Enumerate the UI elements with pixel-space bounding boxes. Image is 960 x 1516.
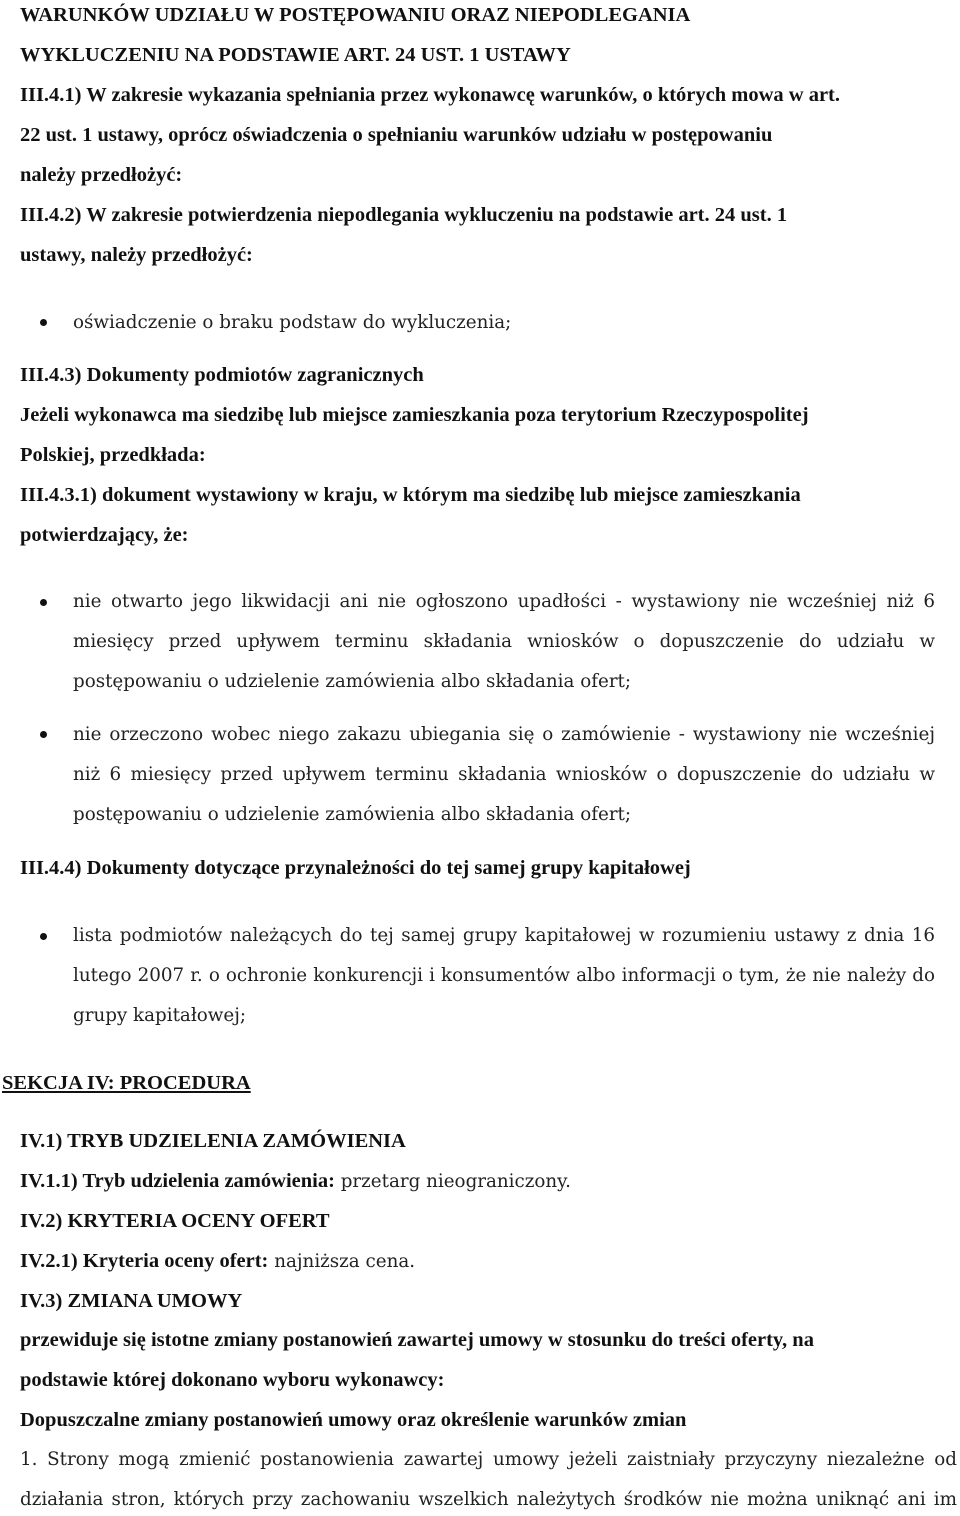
section-iv-title: SEKCJA IV: PROCEDURA	[2, 1072, 251, 1094]
iv3-heading: IV.3) ZMIANA UMOWY	[20, 1290, 243, 1312]
bullet-icon	[40, 933, 47, 940]
section-343-bullet-2-line-3: postępowaniu o udzielenie zamówienia albo składania ofert;	[73, 804, 632, 825]
section-343-bullet-1-line-3: postępowaniu o udzielenie zamówienia albo składania ofert;	[73, 671, 632, 692]
iv21-line	[20, 1249, 415, 1274]
header-line-2: WYKLUCZENIU NA PODSTAWIE ART. 24 UST. 1 USTAWY	[20, 44, 571, 66]
iv21-value: najniższa cena.	[268, 1251, 416, 1272]
section-341-line-1: III.4.1) W zakresie wykazania spełniania przez wykonawcę warunków, o których mowa w art.	[20, 84, 841, 106]
iv11-line	[20, 1169, 571, 1194]
section-344-heading: III.4.4) Dokumenty dotyczące przynależności do tej samej grupy kapitałowej	[20, 857, 691, 879]
section-343-heading: III.4.3) Dokumenty podmiotów zagranicznych	[20, 364, 424, 386]
section-344-bullet-1-line-3: grupy kapitałowej;	[73, 1005, 247, 1026]
iv21-label: IV.2.1) Kryteria oceny ofert:	[20, 1250, 269, 1272]
section-343-bullet-1-line-2: miesięcy przed upływem terminu składania wniosków o dopuszczenie do udziału w	[73, 631, 935, 652]
section-342-bullet-1: oświadczenie o braku podstaw do wykluczenia;	[73, 312, 512, 333]
iv1-heading: IV.1) TRYB UDZIELENIA ZAMÓWIENIA	[20, 1130, 406, 1152]
iv3-line-3: Dopuszczalne zmiany postanowień umowy oraz określenie warunków zmian	[20, 1409, 687, 1431]
iv3-line-2: podstawie której dokonano wyboru wykonawcy:	[20, 1369, 445, 1391]
section-3431-line-2: potwierdzający, że:	[20, 524, 189, 546]
section-344-bullet-1-line-1: lista podmiotów należących do tej samej grupy kapitałowej w rozumieniu ustawy z dnia 16	[73, 925, 935, 946]
section-3431-line-1: III.4.3.1) dokument wystawiony w kraju, w którym ma siedzibę lub miejsce zamieszkania	[20, 484, 801, 506]
section-343-bullet-1-line-1: nie otwarto jego likwidacji ani nie ogłoszono upadłości - wystawiony nie wcześniej niż 6	[73, 591, 935, 612]
iv11-label: IV.1.1) Tryb udzielenia zamówienia:	[20, 1170, 335, 1192]
section-343-bullet-2-line-2: niż 6 miesięcy przed upływem terminu składania wniosków o dopuszczenie do udziału w	[73, 764, 935, 785]
section-342-line-2: ustawy, należy przedłożyć:	[20, 244, 253, 266]
section-341-line-3: należy przedłożyć:	[20, 164, 183, 186]
iv3-point-1-line-2: działania stron, których przy zachowaniu wszelkich należytych środków nie można uniknąć ani im	[20, 1489, 957, 1510]
iv2-heading: IV.2) KRYTERIA OCENY OFERT	[20, 1210, 330, 1232]
bullet-icon	[40, 599, 47, 606]
section-343-intro-line-1: Jeżeli wykonawca ma siedzibę lub miejsce zamieszkania poza terytorium Rzeczypospolitej	[20, 404, 809, 426]
section-343-bullet-2-line-1: nie orzeczono wobec niego zakazu ubiegania się o zamówienie - wystawiony nie wcześniej	[73, 724, 935, 745]
header-line-1: WARUNKÓW UDZIAŁU W POSTĘPOWANIU ORAZ NIEPODLEGANIA	[20, 4, 691, 26]
section-342-line-1: III.4.2) W zakresie potwierdzenia niepodlegania wykluczeniu na podstawie art. 24 ust. 1	[20, 204, 788, 226]
iv11-value: przetarg nieograniczony.	[334, 1171, 571, 1192]
iv3-point-1-line-1: 1. Strony mogą zmienić postanowienia zawartej umowy jeżeli zaistniały przyczyny niezależne od	[20, 1449, 957, 1470]
section-343-intro-line-2: Polskiej, przedkłada:	[20, 444, 206, 466]
bullet-icon	[40, 731, 47, 738]
section-344-bullet-1-line-2: lutego 2007 r. o ochronie konkurencji i konsumentów albo informacji o tym, że nie należy do	[73, 965, 935, 986]
section-341-line-2: 22 ust. 1 ustawy, oprócz oświadczenia o spełnianiu warunków udziału w postępowaniu	[20, 124, 773, 146]
bullet-icon	[40, 319, 47, 326]
iv3-line-1: przewiduje się istotne zmiany postanowień zawartej umowy w stosunku do treści oferty, na	[20, 1329, 814, 1351]
